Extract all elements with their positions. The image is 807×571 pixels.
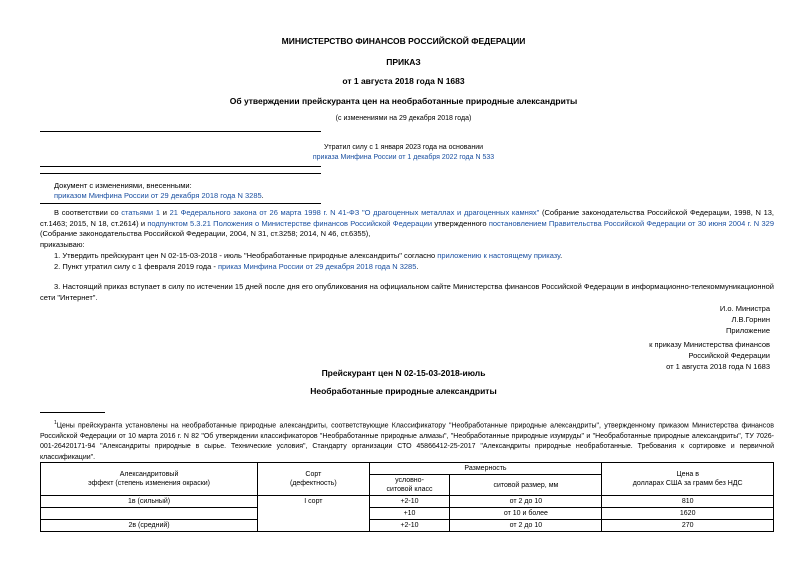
void-notice: Утратил силу с 1 января 2023 года на основании [323,144,484,151]
changes-doc-label: Документ с изменениями, внесенными: [54,181,192,190]
divider [40,173,321,174]
signature-block [649,303,770,372]
government-decree-link[interactable]: постановлением Правительства Российской Федерации от 30 июня 2004 г. N 329 [488,218,774,228]
divider [40,166,321,167]
price-list-title: Прейскурант цен N 02-15-03-2018-июль [321,368,486,378]
basis-paragraph: В соответствии со статьями 1 и 21 Федерального закона от 26 марта 1998 г. N 41-ФЗ "О драгоценных металлах и драгоценных камнях" (Собрание законодательства Российской Федерации, 1998, N 13, ст.1463; 2015, N 18, ст.2614) и подпунктом 5.3.21 Положения о Министерстве финансов Российской Федерации утвержденного постановлением Правительства Российской Федерации от 30 июня 2004 г. N 329 (Собрание законодательства Российской Федерации, 2004, N 31, ст.3258; 2014, N 46, ст.6355), [40,208,775,238]
price-table [40,462,774,532]
price-list-subtitle: Необработанные природные александриты [310,386,497,396]
appendix-line-4: от 1 августа 2018 года N 1683 [666,362,770,371]
column-header-grade: Сорт (дефектность) [258,463,369,496]
footnote: $^1$Цены прейскуранта установлены на необработанные природные александриты, соответствующие Классификатору "Необработанные природные александриты", утвержденному приказом Министерства финансов Российской Федерации от 10 марта 2016 г. N 82 "Об утверждении классификаторов "Необработанные природные алмазы", "Необработанные природные изумруды" и "Необработанные природные александриты", ТУ 7026-001-26420171-94 "Александриты природные в сырье. Технические условия", Стандарту организации СТО 45866412-25-2017 "Александриты природные необработанные. Требования к сортировке и первичной классификации". [40,420,774,461]
changes-doc-block: Документ с изменениями, внесенными: приказом Минфина России от 29 декабря 2018 года N 3285. [54,181,264,200]
ministry-heading: МИНИСТЕРСТВО ФИНАНСОВ РОССИЙСКОЙ ФЕДЕРАЦИИ [281,36,526,46]
table-row: 1в (сильный) I сорт +2-10 от 2 до 10 810 [41,496,774,508]
changes-note: (с изменениями на 29 декабря 2018 года) [335,115,472,122]
doc-date-number: от 1 августа 2018 года N 1683 [342,76,465,86]
void-notice-link[interactable]: приказа Минфина России от 1 декабря 2022 года N 533 [312,154,495,161]
column-header-effect: Александритовый эффект (степень изменения окраски) [41,463,258,496]
appendix-line-3: Российской Федерации [688,351,770,360]
law-article-link[interactable]: статьями 1 [121,208,160,217]
regulation-link[interactable]: подпунктом 5.3.21 Положения о Министерстве финансов Российской Федерации [147,218,433,228]
column-header-price: Цена в долларах США за грамм без НДС [602,463,774,496]
divider [40,131,321,132]
column-header-class: условно- ситовой класс [369,475,450,496]
divider [40,203,321,204]
footnote-divider [40,412,105,413]
column-header-size: Размерность [369,463,602,475]
appendix-link[interactable]: приложению к настоящему приказу [437,251,561,260]
item-3: 3. Настоящий приказ вступает в силу по истечении 15 дней после дня его опубликования на официальном сайте Министерства финансов Российской Федерации в информационно-телекоммуникационной сети "Интернет". [40,282,774,302]
signer-name: Л.В.Горнин [731,315,770,324]
signer-role: И.о. Министра [719,304,770,313]
table-header-row [41,463,774,475]
federal-law-link[interactable]: 21 Федерального закона от 26 марта 1998 г. N 41-ФЗ "О драгоценных металлах и драгоценных камнях" [169,208,540,217]
table-row: +10 от 10 и более 1620 [41,508,774,520]
table-row: 2в (средний) +2-10 от 2 до 10 270 [41,520,774,532]
appendix-label: Приложение [726,326,770,335]
item-1: 1. Утвердить прейскурант цен N 02-15-03-2018 - июль "Необработанные природные александриты" согласно приложению к настоящему приказу. [54,251,563,260]
appendix-line-2: к приказу Министерства финансов [649,340,770,349]
order-word: приказываю: [40,240,85,249]
changes-doc-link[interactable]: приказом Минфина России от 29 декабря 2018 года N 3285 [54,191,262,200]
item-2: 2. Пункт утратил силу с 1 февраля 2019 года - приказ Минфина России от 29 декабря 2018 года N 3285. [54,262,419,271]
amending-order-link[interactable]: приказ Минфина России от 29 декабря 2018 года N 3285 [217,262,417,271]
doc-type: ПРИКАЗ [386,57,421,67]
doc-title: Об утверждении прейскуранта цен на необработанные природные александриты [229,96,578,106]
column-header-sieve: ситовой размер, мм [450,475,602,496]
